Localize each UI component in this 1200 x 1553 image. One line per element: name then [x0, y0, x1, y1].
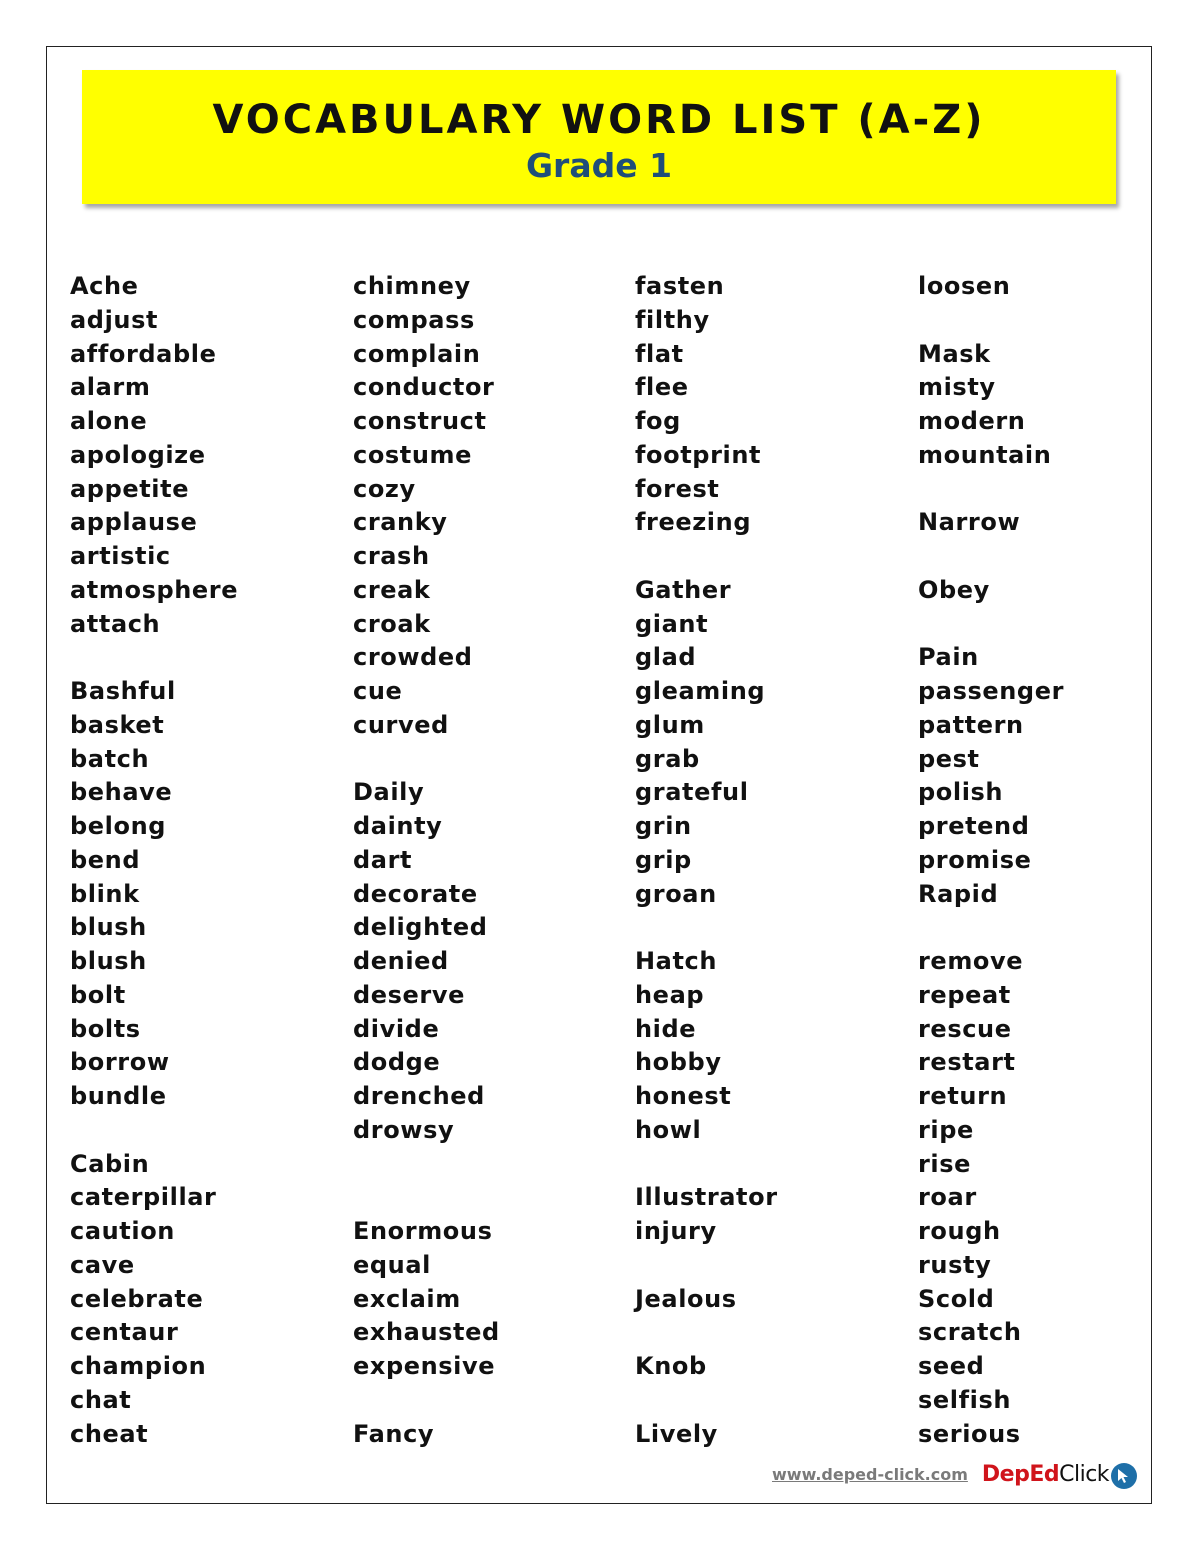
vocab-word: appetite	[70, 474, 190, 503]
vocab-word: denied	[353, 947, 449, 975]
vocab-word: cranky	[353, 508, 448, 537]
vocab-word: Enormous	[353, 1217, 493, 1245]
vocab-word: forest	[635, 474, 720, 503]
spacer-row	[353, 1148, 500, 1182]
vocab-word: attach	[70, 609, 161, 638]
vocab-word: construct	[353, 407, 487, 435]
page-title: VOCABULARY WORD LIST (A-Z)	[212, 97, 986, 143]
vocab-word: injury	[635, 1217, 717, 1245]
vocab-word: batch	[70, 744, 150, 773]
vocab-word: chat	[70, 1385, 132, 1414]
spacer-row	[353, 743, 500, 777]
spacer-row	[918, 473, 1064, 507]
website-link[interactable]: www.deped-click.com	[772, 1464, 968, 1484]
vocab-word: exclaim	[353, 1284, 461, 1313]
spacer-row	[918, 608, 1064, 642]
vocab-word: chimney	[353, 272, 471, 300]
vocab-word: fog	[635, 407, 681, 435]
vocab-word: dainty	[353, 812, 443, 840]
vocab-word: crowded	[353, 643, 473, 672]
spacer-row	[635, 1148, 778, 1182]
vocab-word: exhausted	[353, 1318, 500, 1347]
spacer-row	[353, 1181, 500, 1215]
vocab-word: drenched	[353, 1082, 485, 1110]
vocab-word: artistic	[70, 542, 171, 570]
vocab-word: polish	[918, 778, 1004, 807]
vocab-word: pretend	[918, 812, 1030, 840]
vocab-word: passenger	[918, 677, 1065, 705]
vocab-word: Narrow	[918, 508, 1021, 537]
grade-subtitle: Grade 1	[525, 146, 673, 185]
vocab-word: Rapid	[918, 879, 999, 908]
vocab-word: alarm	[70, 373, 151, 402]
vocab-word: pest	[918, 744, 980, 773]
vocab-word: hide	[635, 1014, 697, 1043]
vocab-word: champion	[70, 1352, 207, 1380]
vocab-word: misty	[918, 373, 996, 402]
vocab-word: croak	[353, 609, 431, 638]
vocab-word: dodge	[353, 1048, 441, 1077]
vocab-word: Obey	[918, 575, 990, 604]
vocab-word: divide	[353, 1014, 440, 1043]
vocab-word: cue	[353, 677, 403, 705]
vocab-word: modern	[918, 407, 1026, 435]
vocab-word: adjust	[70, 305, 159, 334]
vocab-word: giant	[635, 609, 709, 638]
vocab-word: complain	[353, 339, 481, 368]
vocab-word: crash	[353, 542, 430, 570]
vocab-word: Daily	[353, 778, 425, 807]
vocab-word: celebrate	[70, 1284, 204, 1313]
vocab-word: ripe	[918, 1115, 974, 1144]
vocab-word: atmosphere	[70, 575, 239, 604]
spacer-row	[918, 304, 1064, 338]
vocab-word: blush	[70, 913, 147, 942]
vocab-word: behave	[70, 778, 173, 807]
vocab-word: cheat	[70, 1419, 149, 1448]
vocab-word: Knob	[635, 1352, 707, 1380]
vocab-word: grin	[635, 812, 692, 840]
vocab-word: heap	[635, 980, 705, 1009]
vocab-word: remove	[918, 947, 1024, 975]
vocab-word: creak	[353, 575, 431, 604]
vocab-word: cave	[70, 1250, 135, 1279]
vocab-word: Illustrator	[635, 1183, 778, 1212]
vocab-word: borrow	[70, 1048, 170, 1077]
vocab-word: cozy	[353, 474, 416, 503]
vocab-word: bundle	[70, 1082, 167, 1110]
vocab-word: basket	[70, 710, 165, 739]
spacer-row	[635, 911, 778, 945]
vocab-word: grip	[635, 845, 692, 874]
vocab-word: apologize	[70, 440, 206, 469]
vocab-word: return	[918, 1082, 1008, 1110]
vocab-word: rescue	[918, 1014, 1012, 1043]
title-banner	[82, 70, 1116, 204]
word-column-4	[918, 270, 1064, 1451]
vocab-word: conductor	[353, 373, 495, 402]
vocab-word: affordable	[70, 339, 217, 368]
vocab-word: footprint	[635, 440, 762, 469]
vocab-word: honest	[635, 1082, 732, 1110]
word-column-3	[635, 270, 778, 1451]
vocab-word: rough	[918, 1217, 1001, 1245]
vocab-word: expensive	[353, 1352, 496, 1380]
vocab-word: Pain	[918, 643, 979, 672]
vocab-word: roar	[918, 1183, 977, 1212]
vocab-word: loosen	[918, 272, 1011, 300]
vocab-word: promise	[918, 845, 1032, 874]
brand-logo	[982, 1462, 1109, 1487]
vocab-word: restart	[918, 1048, 1016, 1077]
cursor-arrow-icon	[1111, 1463, 1137, 1489]
brand-logo-part1: DepEd	[981, 1461, 1060, 1487]
spacer-row	[918, 911, 1064, 945]
vocab-word: freezing	[635, 508, 752, 537]
word-column-2	[353, 270, 500, 1451]
vocab-word: Cabin	[70, 1149, 150, 1178]
vocab-word: blink	[70, 879, 140, 908]
vocab-word: repeat	[918, 980, 1011, 1009]
spacer-row	[635, 1384, 778, 1418]
vocab-word: scratch	[918, 1318, 1022, 1347]
spacer-row	[918, 540, 1064, 574]
vocab-word: glad	[635, 643, 697, 672]
vocab-word: blush	[70, 947, 147, 975]
vocab-word: grateful	[635, 778, 749, 807]
vocab-word: glum	[635, 710, 705, 739]
vocab-word: seed	[918, 1352, 985, 1380]
vocab-word: Bashful	[70, 677, 176, 705]
vocab-word: Hatch	[635, 947, 718, 975]
vocab-word: dart	[353, 845, 413, 874]
brand-logo-part2: Click	[1059, 1461, 1110, 1487]
vocab-word: applause	[70, 508, 198, 537]
vocab-word: bolt	[70, 980, 126, 1009]
vocab-word: compass	[353, 305, 475, 334]
footer	[772, 1456, 1137, 1492]
vocab-word: Lively	[635, 1419, 718, 1448]
vocab-word: fasten	[635, 272, 725, 300]
vocab-word: belong	[70, 812, 167, 840]
vocab-word: Scold	[918, 1284, 995, 1313]
vocab-word: drowsy	[353, 1115, 455, 1144]
spacer-row	[635, 1316, 778, 1350]
vocab-word: hobby	[635, 1048, 722, 1077]
vocab-word: groan	[635, 879, 717, 908]
vocab-word: flat	[635, 339, 684, 368]
vocab-word: delighted	[353, 913, 488, 942]
vocab-word: grab	[635, 744, 700, 773]
vocab-word: pattern	[918, 710, 1024, 739]
vocab-word: Mask	[918, 339, 991, 368]
vocab-word: caterpillar	[70, 1183, 217, 1212]
vocab-word: mountain	[918, 440, 1052, 469]
vocab-word: rise	[918, 1149, 972, 1178]
spacer-row	[353, 1384, 500, 1418]
vocab-word: caution	[70, 1217, 175, 1245]
vocab-word: selfish	[918, 1385, 1012, 1414]
word-column-1	[70, 270, 238, 1451]
vocab-word: Gather	[635, 575, 732, 604]
vocab-word: Jealous	[635, 1284, 737, 1313]
vocab-word: bend	[70, 845, 141, 874]
vocab-word: rusty	[918, 1250, 992, 1279]
vocab-word: bolts	[70, 1014, 141, 1043]
vocab-word: centaur	[70, 1318, 179, 1347]
vocab-word: flee	[635, 373, 689, 402]
vocab-word: howl	[635, 1115, 702, 1144]
spacer-row	[635, 1249, 778, 1283]
vocab-word: costume	[353, 440, 473, 469]
vocab-word: Ache	[70, 272, 139, 300]
vocab-word: alone	[70, 407, 148, 435]
vocab-word: equal	[353, 1250, 431, 1279]
vocab-word: gleaming	[635, 677, 766, 705]
vocab-word: curved	[353, 710, 449, 739]
vocab-word: Fancy	[353, 1419, 435, 1448]
vocab-word: deserve	[353, 980, 465, 1009]
vocab-word: decorate	[353, 879, 478, 908]
spacer-row	[70, 1114, 238, 1148]
vocab-word: filthy	[635, 305, 710, 334]
spacer-row	[635, 540, 778, 574]
vocab-word: serious	[918, 1419, 1021, 1448]
spacer-row	[70, 641, 238, 675]
